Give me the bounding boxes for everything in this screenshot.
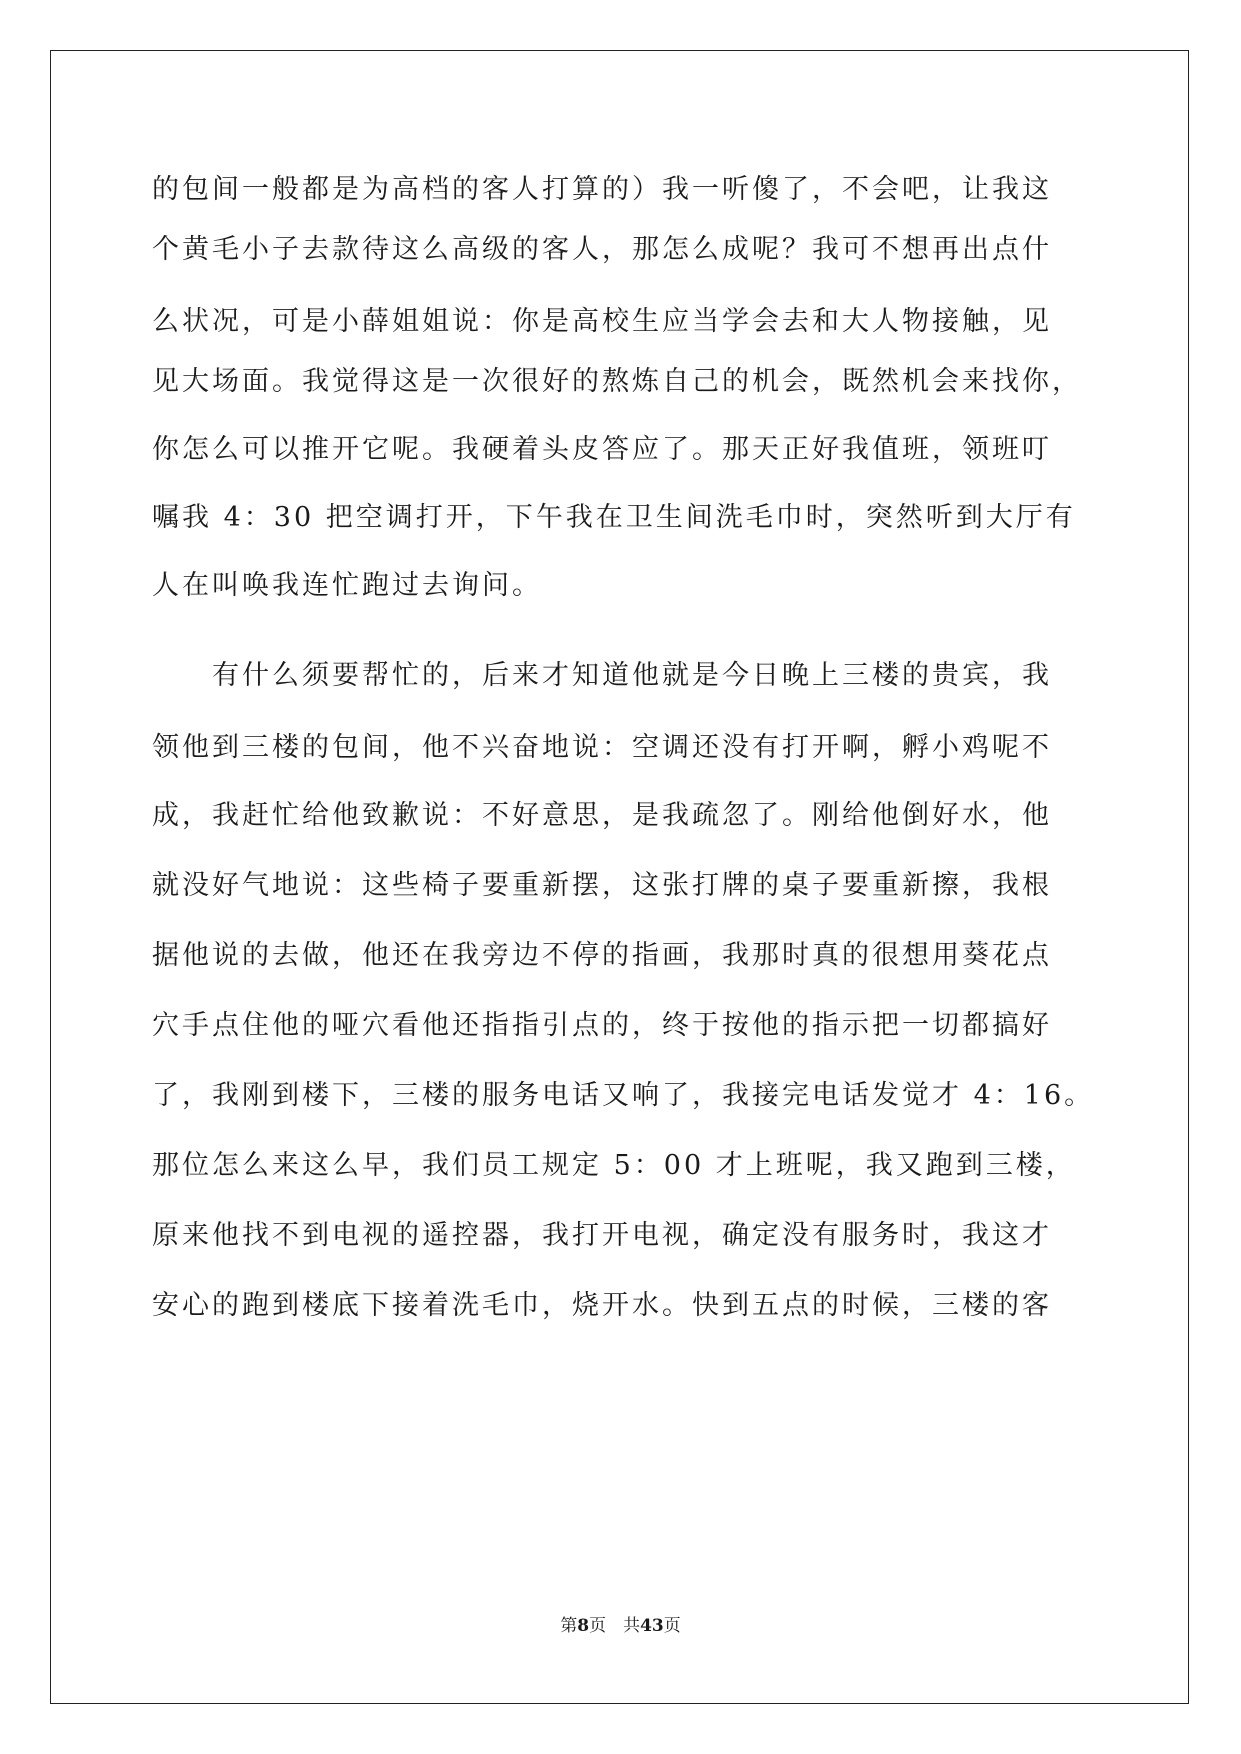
text-line: 嘱我 4：30 把空调打开，下午我在卫生间洗毛巾时，突然听到大厅有	[152, 502, 1076, 533]
footer-suffix: 页	[663, 1616, 681, 1636]
text-line: 个黄毛小子去款待这么高级的客人，那怎么成呢？我可不想再出点什	[152, 234, 1052, 265]
footer-prefix: 第	[560, 1616, 578, 1636]
text-line: 成，我赶忙给他致歉说：不好意思，是我疏忽了。刚给他倒好水，他	[152, 800, 1052, 831]
text-line: 你怎么可以推开它呢。我硬着头皮答应了。那天正好我值班，领班叮	[152, 434, 1052, 465]
text-line: 就没好气地说：这些椅子要重新摆，这张打牌的桌子要重新擦，我根	[152, 870, 1052, 901]
text-line: 那位怎么来这么早，我们员工规定 5：00 才上班呢，我又跑到三楼，	[152, 1150, 1076, 1181]
paragraph-first-line: 有什么须要帮忙的，后来才知道他就是今日晚上三楼的贵宾，我	[212, 660, 1052, 691]
text-line: 原来他找不到电视的遥控器，我打开电视，确定没有服务时，我这才	[152, 1220, 1052, 1251]
text-line: 人在叫唤我连忙跑过去询问。	[152, 570, 542, 601]
text-line: 了，我刚到楼下，三楼的服务电话又响了，我接完电话发觉才 4：16。	[152, 1080, 1095, 1111]
text-line: 安心的跑到楼底下接着洗毛巾，烧开水。快到五点的时候，三楼的客	[152, 1290, 1052, 1321]
footer-mid: 页 共	[589, 1616, 641, 1636]
text-line: 的包间一般都是为高档的客人打算的）我一听傻了，不会吧，让我这	[152, 174, 1052, 205]
text-line: 据他说的去做，他还在我旁边不停的指画，我那时真的很想用葵花点	[152, 940, 1052, 971]
page-footer	[0, 1614, 1241, 1638]
text-line: 见大场面。我觉得这是一次很好的熬炼自己的机会，既然机会来找你，	[152, 366, 1082, 397]
text-line: 领他到三楼的包间，他不兴奋地说：空调还没有打开啊，孵小鸡呢不	[152, 732, 1052, 763]
text-line: 穴手点住他的哑穴看他还指指引点的，终于按他的指示把一切都搞好	[152, 1010, 1052, 1041]
total-pages: 43	[640, 1616, 664, 1636]
page-number: 8	[577, 1616, 590, 1636]
text-line: 么状况，可是小薛姐姐说：你是高校生应当学会去和大人物接触，见	[152, 306, 1052, 337]
